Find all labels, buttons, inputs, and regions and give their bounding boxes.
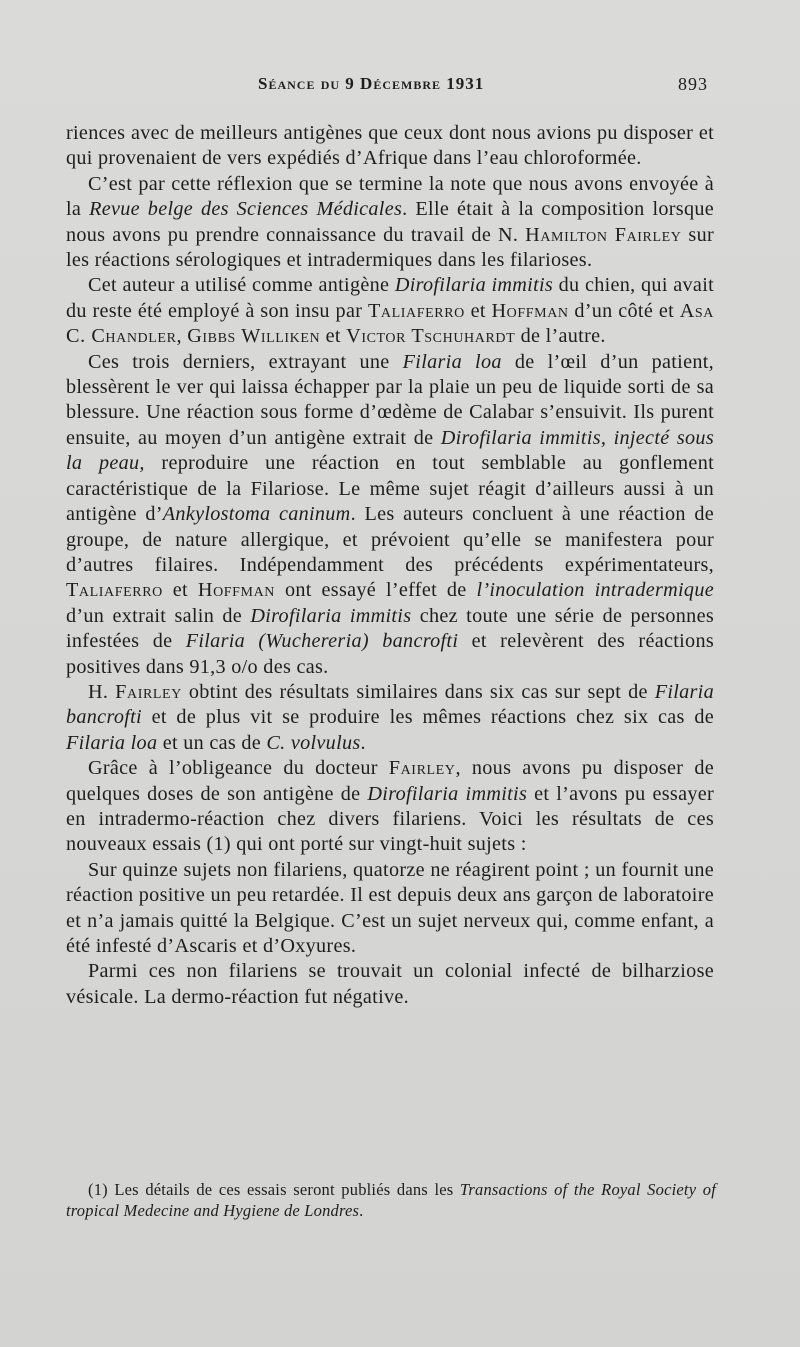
- italic-text: Ankylostoma caninum: [162, 503, 351, 526]
- author-name: Hoffman: [197, 579, 276, 602]
- paragraph: [66, 350, 714, 680]
- footnote: [66, 1179, 716, 1221]
- text-run: reproduire une réaction en tout semblable au gonflement caractéristique de la Filariose. Le même sujet réagit d’ailleurs aussi à un antigène d’: [66, 452, 714, 526]
- author-name: Hoffman: [491, 299, 569, 322]
- text-run: et un cas de: [157, 731, 267, 754]
- text-run: Grâce à l’obligeance du docteur: [88, 757, 389, 780]
- paragraph: [66, 756, 714, 858]
- italic-text: Transactions of the Royal Society of tropical Medecine and Hygiene de Londres: [66, 1180, 716, 1220]
- text-run: et: [320, 325, 347, 348]
- text-run: d’un extrait salin de: [66, 604, 251, 627]
- author-name: Hamilton Fairley: [525, 223, 682, 246]
- italic-text: Filaria loa: [402, 350, 502, 373]
- text-run: sur les réactions sérologiques et intradermiques dans les filarioses.: [66, 223, 714, 272]
- text-run: obtint des résultats similaires dans six cas sur sept de: [181, 680, 655, 703]
- text-run: (1) Les détails de ces essais seront publiés dans les: [88, 1180, 460, 1199]
- author-name: Fairley: [388, 757, 456, 780]
- text-run: .: [360, 731, 366, 754]
- text-run: riences avec de meilleurs antigènes que ceux dont nous avions pu disposer et qui provenaient de vers expédiés d’Afrique dans l’eau chloroformée.: [66, 122, 714, 170]
- italic-text: C. volvulus: [266, 731, 361, 754]
- author-name: Fairley: [115, 680, 182, 703]
- italic-text: l’inoculation intradermique: [476, 579, 714, 602]
- text-run: Parmi ces non filariens se trouvait un colonial infecté de bilharziose vésicale. La dermo-réaction fut négative.: [66, 960, 714, 1008]
- italic-text: Revue belge des Sciences Médicales: [89, 198, 403, 221]
- text-run: et: [464, 299, 492, 322]
- text-run: d’un côté et: [568, 299, 680, 322]
- text-run: C’est par cette réflexion que se termine la note que nous avons envoyée à la: [66, 172, 714, 221]
- paragraph: [66, 172, 714, 274]
- italic-text: Dirofilaria immitis: [367, 782, 528, 805]
- text-run: du chien, qui avait du reste été employé à son insu par: [66, 274, 715, 322]
- italic-text: Filaria loa: [66, 731, 158, 754]
- paragraph: [66, 858, 714, 960]
- text-run: et l’avons pu essayer en intradermo-réaction chez divers filariens. Voici les résultats de ces nouveaux essais (1) qui ont porté sur vingt-huit sujets :: [66, 782, 715, 856]
- italic-text: Filaria (Wuchereria) bancrofti: [185, 630, 459, 653]
- text-run: de l’œil d’un patient, blessèrent le ver qui laissa échapper par la plaie un peu de liquide sorti de sa blessure. Une réaction sous forme d’œdème de Calabar s’ensuivit. Ils purent ensuite, au moyen d’un antigène extrait de: [66, 350, 714, 449]
- running-title: Séance du 9 Décembre 1931: [258, 74, 485, 93]
- page-header: [0, 74, 800, 102]
- text-run: .: [359, 1201, 364, 1220]
- text-run: H.: [88, 680, 116, 703]
- paragraph: [66, 959, 714, 1010]
- body-text: [66, 121, 714, 1010]
- text-run: , nous avons pu disposer de quelques doses de son antigène de: [66, 757, 714, 805]
- italic-text: Dirofilaria immitis, injecté sous la peau,: [66, 426, 714, 475]
- page-number: 893: [678, 74, 708, 94]
- text-run: Cet auteur a utilisé comme antigène: [88, 274, 395, 297]
- author-name: Taliaferro: [367, 299, 465, 322]
- author-name: Asa C. Chandler: [66, 299, 714, 348]
- text-run: et de plus vit se produire les mêmes réactions chez six cas de: [141, 706, 714, 729]
- text-run: et: [162, 579, 198, 602]
- text-run: ,: [176, 325, 188, 348]
- text-run: Ces trois derniers, extrayant une: [88, 350, 403, 373]
- italic-text: Filaria bancrofti: [66, 680, 714, 729]
- text-run: de l’autre.: [515, 325, 606, 348]
- italic-text: Dirofilaria immitis: [250, 604, 412, 627]
- text-run: . Les auteurs concluent à une réaction de groupe, de nature allergique, et prévoient qu’elle se manifestera pour d’autres filaires. Indépendamment des précédents expérimentateurs,: [66, 503, 714, 576]
- author-name: Gibbs Williken: [187, 325, 321, 348]
- italic-text: Dirofilaria immitis: [394, 274, 554, 297]
- text-run: Sur quinze sujets non filariens, quatorze ne réagirent point ; un fournit une réaction positive un peu retardée. Il est depuis deux ans garçon de laboratoire et n’a jamais quitté la Belgique. C’est un sujet nerveux qui, comme enfant, a été infesté d’Ascaris et d’Oxyures.: [66, 858, 714, 957]
- text-run: chez toute une série de personnes infestées de: [66, 604, 714, 653]
- paragraph: [66, 273, 714, 349]
- text-run: . Elle était à la composition lorsque nous avons pu prendre connaissance du travail de N.: [66, 198, 714, 246]
- paragraph: [66, 680, 714, 756]
- text-run: et relevèrent des réactions positives dans 91,3 o/o des cas.: [66, 630, 714, 678]
- author-name: Taliaferro: [66, 579, 163, 602]
- text-run: ont essayé l’effet de: [275, 579, 477, 602]
- author-name: Victor Tschuhardt: [346, 325, 516, 348]
- paragraph: [66, 121, 714, 172]
